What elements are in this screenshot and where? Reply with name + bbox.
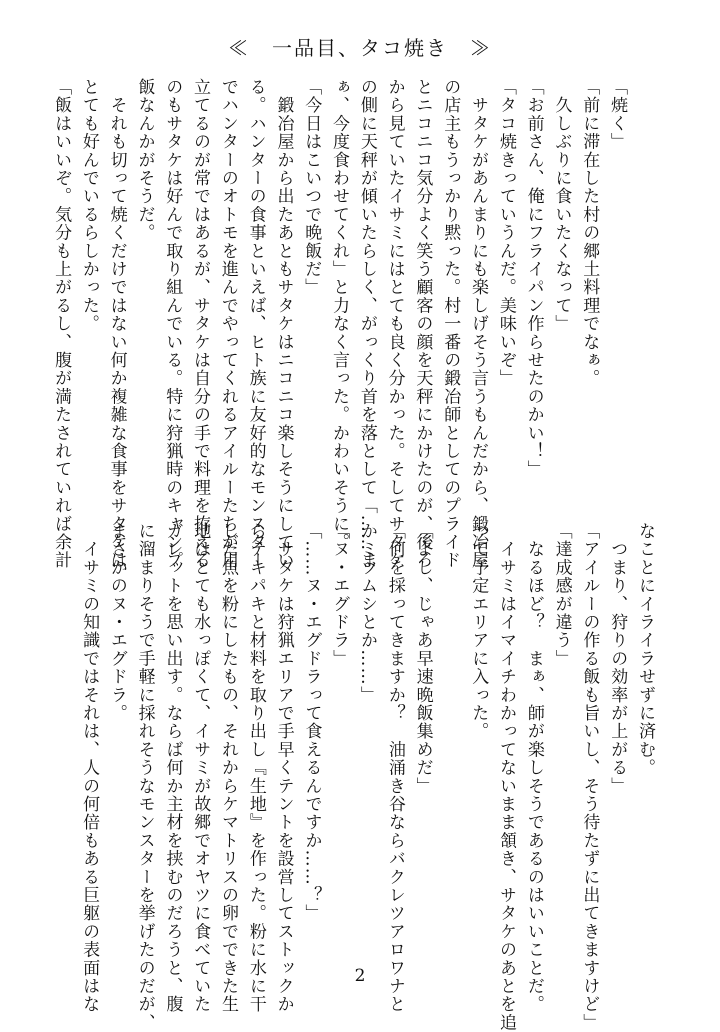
page-number: 2 <box>354 966 366 986</box>
text-line: 「タコ焼きっていうんだ。美味いぞ」 <box>495 78 516 388</box>
text-line: 「前に滞在した村の郷土料理でなぁ。 <box>579 78 600 388</box>
text-line: 「焼く」 <box>607 78 627 151</box>
text-line: なことにイライラせずに済む。 <box>635 522 655 777</box>
text-line: ガレットを思い出す。ならば何か主材を挟むのだろうと、腹 <box>162 522 183 1014</box>
text-line: の側に天秤が傾いたらしく、がっくり首を落として「……ま <box>356 78 377 570</box>
text-line: サタケがあんまりにも楽しげそう言うもんだから、鍛冶屋 <box>468 78 489 570</box>
text-line: って予定エリアに入った。 <box>468 522 489 741</box>
text-line: 立てるのが常ではあるが、サタケは自分の手で料理を拵える <box>190 78 211 570</box>
lower-text-block <box>70 522 658 1032</box>
text-line: なるほど？ まぁ、師が楽しそうであるのはいいことだ。 <box>523 522 544 1014</box>
text-line: つまり、狩りの効率が上がる」 <box>607 522 628 795</box>
text-line: でハンターのオトモを進んでやってくれるアイルーたちが用 <box>217 78 238 570</box>
text-line: とても好んでいるらしかった。 <box>78 78 99 333</box>
text-line: 「……ヌ・エグドラって食えるんですか……？」 <box>301 522 322 923</box>
text-line: 「今日はこいつで晩飯だ」 <box>301 78 322 297</box>
text-line: 「飯はいいぞ。気分も上がるし、腹が満たされていれば余計 <box>51 78 72 570</box>
text-line: サタケは狩猟エリアで手早くテントを設営してストックか <box>273 522 294 1014</box>
text-line: 「達成感が違う」 <box>551 522 572 668</box>
text-line: とニコニコ気分よく笑う顧客の顔を天秤にかけたのが、後ろ <box>412 78 433 570</box>
text-line: かミツムシとか……」 <box>357 522 378 704</box>
text-line: に溜まりそうで手軽に採れそうなモンスターを挙げたのだが、 <box>134 522 155 1032</box>
text-line: それも切って焼くだけではない何か複雑な食事をサタケは <box>106 78 127 570</box>
text-line: 飯なんかがそうだ。 <box>134 78 155 242</box>
text-line: 「ヌ・エグドラ」 <box>329 522 350 668</box>
text-line: 久しぶりに食いたくなって」 <box>551 78 572 333</box>
text-line: ぁ、今度食わせてくれ」と力なく言った。かわいそうに。 <box>329 78 350 552</box>
text-line: 「よし、じゃあ早速晩飯集めだ」 <box>412 522 433 795</box>
chapter-title: ≪ 一品目、タコ焼き ≫ <box>228 36 492 60</box>
text-line: 鍛冶屋から出たあともサタケはニコニコ楽しそうにしてい <box>273 78 294 570</box>
text-line: イサミはイマイチわかってないまま頷き、サタケのあとを追 <box>496 522 517 1032</box>
upper-text-block <box>51 78 630 570</box>
text-line: まさかのヌ・エグドラ。 <box>106 522 127 723</box>
text-line: 「お前さん、俺にフライパン作らせたのかい！」 <box>523 78 544 479</box>
text-line: イサミの知識ではそれは、人の何倍もある巨躯の表面はな <box>79 522 100 1014</box>
text-line: のもサタケは好んで取り組んでいる。特に狩猟時のキャンプ <box>162 78 183 570</box>
text-line: の店主もうっかり黙った。村一番の鍛冶師としてのプライド <box>440 78 461 570</box>
text-line: らテキパキと材料を取り出し『生地』を作った。粉に水に干 <box>245 522 266 1014</box>
text-line: る。ハンターの食事といえば、ヒト族に友好的なモンスター <box>245 78 266 570</box>
text-line: 「アイルーの作る飯も旨いし、そう待たずに出てきますけど」 <box>579 522 600 1032</box>
text-line: 地はとても水っぽくて、イサミが故郷でオヤツに食べていた <box>190 522 211 1014</box>
text-line: 「何を採ってきますか？ 油涌き谷ならバクレツアロワナと <box>384 522 405 1014</box>
text-line <box>436 522 464 954</box>
text-line: した魚を粉にしたもの、それからケマトリスの卵でできた生 <box>218 522 239 1014</box>
text-line: から見ていたイサミにはとても良く分かった。そしてサタケ <box>384 78 405 570</box>
